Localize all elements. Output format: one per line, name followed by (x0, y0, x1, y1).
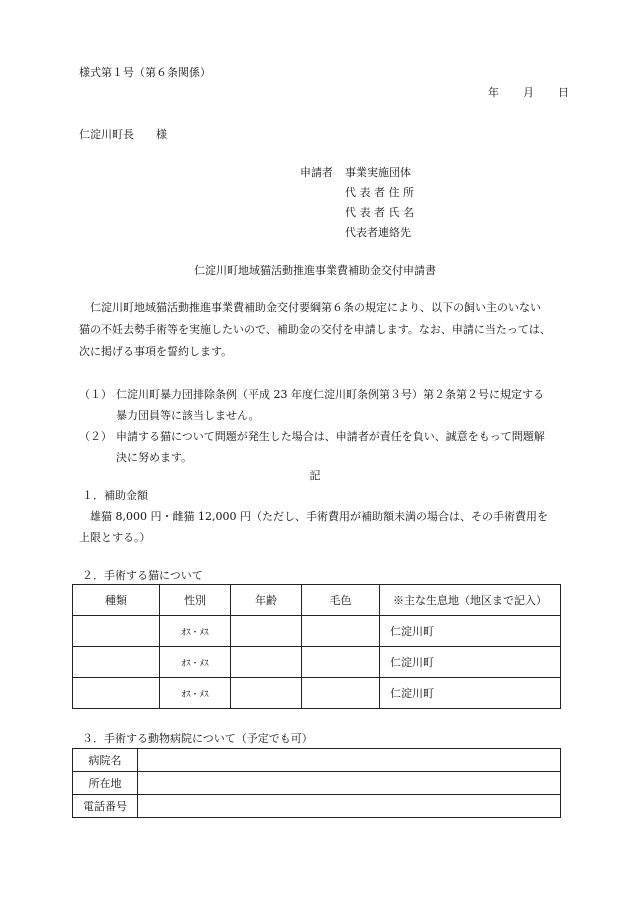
pledge-2-line-1: 申請する猫について問題が発生した場合は、申請者が責任を負い、誠意をもって問題解 (116, 430, 545, 443)
date-month-label: 月 (523, 86, 534, 99)
hospital-phone-label: 電話番号 (73, 795, 138, 818)
col-habitat: ※主な生息地（地区まで記入） (380, 585, 561, 616)
form-number: 様式第１号（第６条関係） (79, 66, 211, 79)
type-input[interactable] (73, 647, 160, 678)
applicant-org: 事業実施団体 (345, 166, 411, 179)
section1-line-1: 雄猫 8,000 円・雌猫 12,000 円（ただし、手術費用が補助額未満の場合は、その手術費用を (90, 510, 548, 523)
pledge-1-line-1: 仁淀川町暴力団排除条例（平成 23 年度仁淀川町条例第３号）第２条第２号に規定する (116, 388, 544, 401)
pledge-1-number: （１） (79, 388, 112, 401)
ki-mark: 記 (309, 469, 321, 482)
applicant-contact: 代表者連絡先 (345, 226, 411, 239)
pledge-2-line-2: 決に努めます。 (116, 451, 193, 464)
hospital-name-input[interactable] (138, 749, 561, 772)
table-row (73, 647, 561, 678)
habitat-input[interactable]: 仁淀川町 (380, 647, 561, 678)
habitat-input[interactable]: 仁淀川町 (380, 678, 561, 709)
habitat-input[interactable]: 仁淀川町 (380, 616, 561, 647)
sex-choice[interactable]: ｵｽ・ﾒｽ (160, 678, 231, 709)
section3-heading: ３．手術する動物病院について（予定でも可） (82, 732, 313, 745)
hospital-table (72, 748, 561, 818)
date-day-label: 日 (558, 86, 569, 99)
cat-table (72, 584, 561, 709)
color-input[interactable] (302, 647, 380, 678)
age-input[interactable] (231, 678, 302, 709)
intro-line-2: 猫の不妊去勢手術等を実施したいので、補助金の交付を申請します。なお、申請に当たっては、 (79, 323, 551, 336)
age-input[interactable] (231, 616, 302, 647)
table-row (73, 616, 561, 647)
col-type: 種類 (73, 585, 160, 616)
age-input[interactable] (231, 647, 302, 678)
section1-heading: １．補助金額 (82, 489, 148, 502)
document-title: 仁淀川町地域猫活動推進事業費補助金交付申請書 (194, 264, 436, 277)
hospital-phone-input[interactable] (138, 795, 561, 818)
color-input[interactable] (302, 616, 380, 647)
type-input[interactable] (73, 678, 160, 709)
type-input[interactable] (73, 616, 160, 647)
applicant-name: 代 表 者 氏 名 (345, 206, 414, 219)
col-color: 毛色 (302, 585, 380, 616)
hospital-address-input[interactable] (138, 772, 561, 795)
sex-choice[interactable]: ｵｽ・ﾒｽ (160, 616, 231, 647)
section2-heading: ２．手術する猫について (82, 569, 203, 582)
sex-choice[interactable]: ｵｽ・ﾒｽ (160, 647, 231, 678)
addressee: 仁淀川町長 様 (79, 128, 167, 141)
pledge-1-line-2: 暴力団員等に該当しません。 (116, 409, 260, 422)
applicant-label: 申請者 (300, 166, 333, 179)
col-age: 年齢 (231, 585, 302, 616)
hospital-name-label: 病院名 (73, 749, 138, 772)
section1-line-2: 上限とする。） (79, 531, 151, 544)
applicant-address: 代 表 者 住 所 (345, 186, 414, 199)
hospital-address-label: 所在地 (73, 772, 138, 795)
intro-line-1: 仁淀川町地域猫活動推進事業費補助金交付要綱第６条の規定により、以下の飼い主のいない (90, 301, 541, 314)
color-input[interactable] (302, 678, 380, 709)
date-year-label: 年 (488, 86, 499, 99)
table-row (73, 678, 561, 709)
pledge-2-number: （２） (79, 430, 112, 443)
col-sex: 性別 (160, 585, 231, 616)
intro-line-3: 次に掲げる事項を誓約します。 (79, 345, 233, 358)
